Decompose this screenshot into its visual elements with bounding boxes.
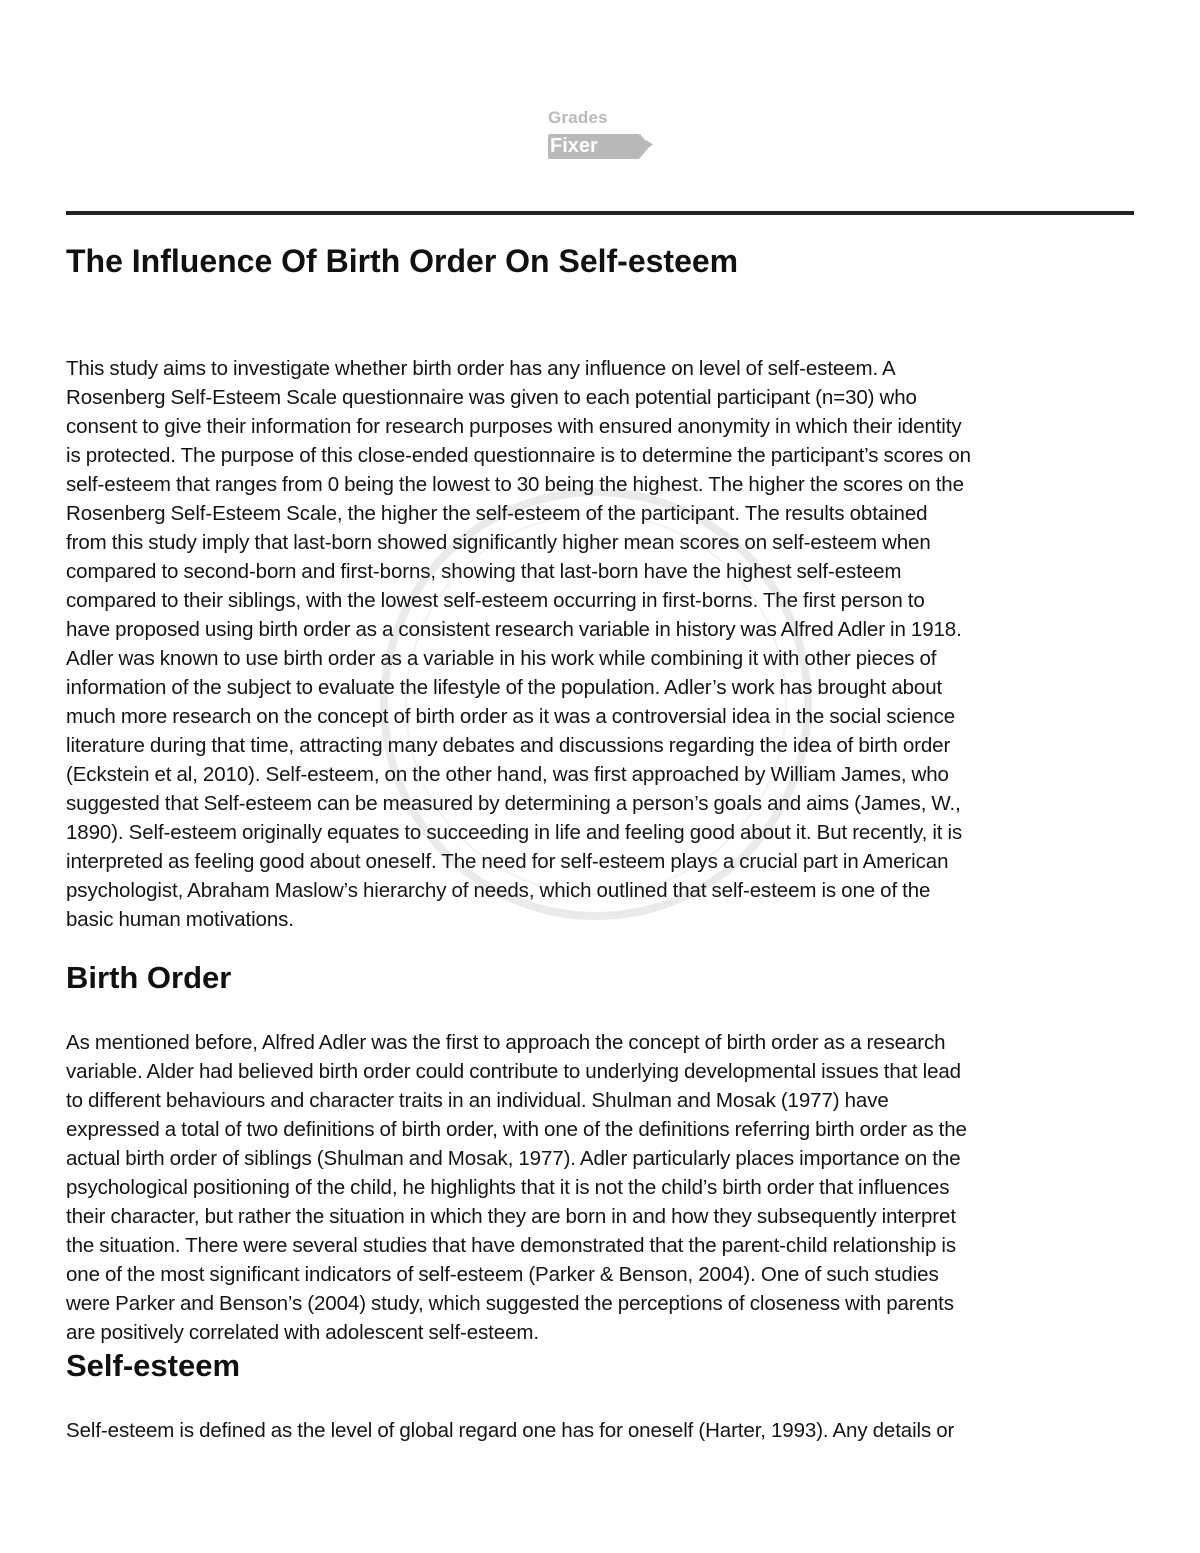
paragraph-line: Rosenberg Self-Esteem Scale questionnaire was given to each potential participant (n=30) who <box>66 386 917 409</box>
paragraph-line: is protected. The purpose of this close-ended questionnaire is to determine the participant’s scores on <box>66 444 971 467</box>
paragraph-line: were Parker and Benson’s (2004) study, which suggested the perceptions of closeness with parents <box>66 1292 954 1315</box>
logo-top-text: Grades <box>548 108 608 127</box>
paragraph-line: much more research on the concept of birth order as it was a controversial idea in the social science <box>66 705 956 728</box>
paragraph-line: their character, but rather the situation in which they are born in and how they subsequently interpret <box>66 1205 956 1228</box>
paragraph-line: This study aims to investigate whether birth order has any influence on level of self-esteem. A <box>66 357 896 380</box>
paragraph-line: literature during that time, attracting many debates and discussions regarding the idea of birth order <box>66 734 951 757</box>
paragraph-line: the situation. There were several studies that have demonstrated that the parent-child relationship is <box>66 1234 956 1257</box>
paragraph-line: interpreted as feeling good about oneself. The need for self-esteem plays a crucial part in American <box>66 850 949 873</box>
paragraph-line: basic human motivations. <box>66 908 294 931</box>
paragraph-line: from this study imply that last-born showed significantly higher mean scores on self-esteem when <box>66 531 931 554</box>
intro-paragraph <box>66 354 1146 934</box>
paragraph-line: psychological positioning of the child, he highlights that it is not the child’s birth order that influences <box>66 1176 950 1199</box>
paragraph-line: actual birth order of siblings (Shulman and Mosak, 1977). Adler particularly places importance on the <box>66 1147 961 1170</box>
paragraph-line: variable. Alder had believed birth order could contribute to underlying developmental issues that lead <box>66 1060 961 1083</box>
section-heading-birth-order: Birth Order <box>66 960 232 995</box>
paragraph-line: self-esteem that ranges from 0 being the lowest to 30 being the highest. The higher the scores on the <box>66 473 964 496</box>
paragraph-line: are positively correlated with adolescent self-esteem. <box>66 1321 539 1344</box>
paragraph-line: information of the subject to evaluate the lifestyle of the population. Adler’s work has brought about <box>66 676 943 699</box>
paragraph-line: Rosenberg Self-Esteem Scale, the higher the self-esteem of the participant. The results obtained <box>66 502 928 525</box>
gradesfixer-logo <box>546 108 656 162</box>
paragraph-line: to different behaviours and character traits in an individual. Shulman and Mosak (1977) have <box>66 1089 889 1112</box>
paragraph-line: compared to their siblings, with the lowest self-esteem occurring in first-borns. The first person to <box>66 589 925 612</box>
paragraph-line: Adler was known to use birth order as a variable in his work while combining it with other pieces of <box>66 647 937 670</box>
paragraph-line: 1890). Self-esteem originally equates to succeeding in life and feeling good about it. But recently, it is <box>66 821 963 844</box>
paragraph-line: As mentioned before, Alfred Adler was the first to approach the concept of birth order as a research <box>66 1031 946 1054</box>
paragraph-line: Self-esteem is defined as the level of global regard one has for oneself (Harter, 1993). Any details or <box>66 1419 955 1442</box>
paragraph-line: one of the most significant indicators of self-esteem (Parker & Benson, 2004). One of such studies <box>66 1263 939 1286</box>
header-divider <box>66 211 1134 215</box>
paragraph-line: have proposed using birth order as a consistent research variable in history was Alfred Adler in 1918. <box>66 618 962 641</box>
paragraph-line: (Eckstein et al, 2010). Self-esteem, on the other hand, was first approached by William James, who <box>66 763 949 786</box>
paragraph-line: consent to give their information for research purposes with ensured anonymity in which their identity <box>66 415 962 438</box>
paragraph-line: compared to second-born and first-borns, showing that last-born have the highest self-esteem <box>66 560 902 583</box>
birth-order-paragraph <box>66 1028 1146 1347</box>
play-triangle-icon <box>646 140 654 149</box>
self-esteem-paragraph <box>66 1416 1146 1445</box>
section-heading-self-esteem: Self-esteem <box>66 1348 241 1383</box>
document-title: The Influence Of Birth Order On Self-esteem <box>66 243 739 279</box>
paragraph-line: expressed a total of two definitions of birth order, with one of the definitions referring birth order as the <box>66 1118 967 1141</box>
paragraph-line: suggested that Self-esteem can be measured by determining a person’s goals and aims (James, W., <box>66 792 961 815</box>
logo-box-text: Fixer <box>548 134 640 159</box>
paragraph-line: psychologist, Abraham Maslow’s hierarchy of needs, which outlined that self-esteem is one of the <box>66 879 931 902</box>
